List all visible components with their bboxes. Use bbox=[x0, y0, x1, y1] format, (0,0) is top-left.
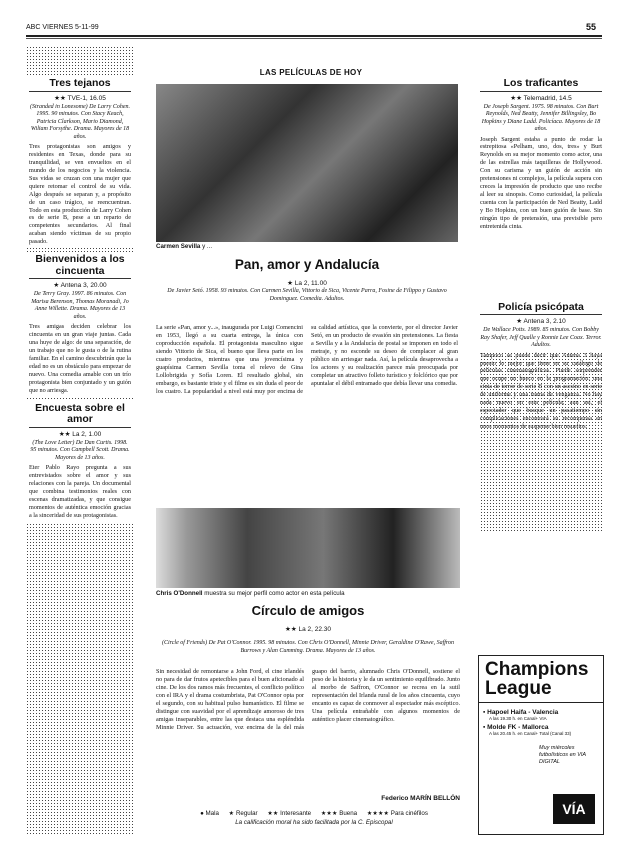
review-body: Eter Pablo Rayo pregunta a sus entrevistados sobre el amor y sus relaciones con la pareja. Un documental que combina testimonios reales con escenas dramatizadas, y que consigue momentos de auténtica emoción gracias a la sinceridad de sus protagonistas. bbox=[29, 464, 131, 519]
review-credits: (The Love Letter) De Dan Curtis. 1998. 95 minutos. Con Campbell Scott. Drama. Mayores de 13 años. bbox=[30, 439, 130, 461]
review-title: Los traficantes bbox=[480, 78, 602, 92]
review-title: Tres tejanos bbox=[29, 78, 131, 92]
review-title: Policía psicópata bbox=[480, 302, 602, 316]
review-credits: De Terry Gray. 1997. 86 minutos. Con Marisa Berenson, Thomas Moranadi, Jo Anne Willette. Drama. Mayores de 13 años. bbox=[31, 291, 129, 320]
page-number: 55 bbox=[585, 22, 596, 32]
caption-name: Carmen Sevilla bbox=[156, 243, 201, 250]
review-credits: De Joseph Sargent. 1975. 98 minutos. Con Burt Reynolds, Ned Beatty, Jennifer Billingsley, Bo Hopkins y Diane Ladd. Policíaca. Mayores de 18 años. bbox=[481, 103, 601, 133]
legend-item: ★★ Interesante bbox=[267, 810, 312, 817]
ad-match-info: A las 19.30 h. en Canal+ VIA bbox=[489, 716, 547, 721]
film-photo bbox=[156, 508, 460, 588]
byline: Federico MARÍN BELLÓN bbox=[381, 795, 460, 802]
rating-legend bbox=[156, 810, 472, 827]
header-rule bbox=[26, 35, 602, 37]
review-body: Joseph Sargent estaba a punto de rodar la estrepitosa «Pelham, uno, dos, tres» y Burt Reynolds en su mejor momento como actor, una de las estrellas más taquilleras de Hollywood. Con su carisma y un guión de acción sin pretensiones ni complejos, la película supera con creces la impresión de producto que uno recibe al leer su sinopsis. Como curiosidad, la película cuenta con la participación de Ned Beatty, Ladd y Bo Hopkins, con un buen guión de base. Sin ningún tipo de pretensión, una previsible pero entretenida cinta. bbox=[480, 135, 602, 230]
review-body: Tampoco se puede decir que Antena 3 haya puesto lo mejor que tiene en su catálogo de películas cinematográficas. Puede sorprender que ocupe un hueco en la programación: una cinta de terror de serie B con un asesino en serie de uniforme y una trama de venganza. No hay nada nuevo en esta película; aun así, el espectador que busque un pasatiempo sin complicaciones encontrará su recompensa en unos momentos de suspense bien resueltos. bbox=[480, 352, 602, 532]
legend-item: ★ Regular bbox=[228, 810, 258, 817]
via-digital-logo: VÍA bbox=[553, 794, 595, 824]
film-title: Pan, amor y Andalucía bbox=[234, 257, 380, 272]
film-review-body: Sin necesidad de remontarse a John Ford, el cine irlandés no para de dar frutos apetecibles para el buen aficionado al cine. De los dos ramos más frecuentes, el conflicto político con el IRA y el drama costumbrista, Pat O'Connor opta por el segundo, con su habitual pulso humanístico. El filme se distingue con suavidad por el aprendizaje amoroso de tres amigas inseparables, entre las que destaca una espléndida Minnie Driver. Su actuación, voz encima de la del más guapo del barrio, alumnado Chris O'Donnell, sostiene el peso de la historia y le da un sentimiento equilibrado. Junto al morbo de Saffron, O'Connor se recrea en la sutil representación del Irlanda rural de los años cincuenta, cuyo encanto es capaz de conmover al espectador más escéptico. Una película entrañable con algunos momentos de auténtico placer cinematográfico. bbox=[156, 668, 460, 731]
film-photo bbox=[156, 84, 458, 242]
ad-promo: Muy miércoles futbolísticos en VIA DIGITAL bbox=[539, 745, 586, 766]
caption-name: Chris O'Donnell bbox=[156, 590, 203, 597]
champions-league-ad[interactable] bbox=[478, 655, 604, 835]
film-credits: (Circle of Friends) De Pat O'Connor. 1995. 98 minutos. Con Chris O'Donnell, Minnie Driver, Geraldine O'Rawe, Saffron Burrows y Alan Cumming. Drama. Mayores de 13 años. bbox=[161, 640, 455, 654]
review-body: Tres protagonistas son amigos y residentes en Texas, donde para su tranquilidad, se ven envueltos en el mundo de los negocios y la violencia. Sus vidas se cruzan con una mujer que quiere retomar el control de su vida. Algo después se separan y, a propósito de un caso trágico, se reencuentran. Todo en esta producción de Larry Cohen es de serie B, pese a un reparto de competentes secundarios. Al final acaban siendo víctimas de su propio pasado. bbox=[29, 143, 131, 246]
section-title: LAS PELÍCULAS DE HOY bbox=[259, 68, 363, 77]
film-credits: De Javier Setó. 1958. 93 minutos. Con Carmen Sevilla, Vittorio de Sica, Vicente Parra, Fosine de Filippo y Gustavo Dominguez. Comedia. Adultos. bbox=[167, 288, 447, 302]
review-rating: ★★ Telemadrid, 14.5 bbox=[510, 94, 572, 102]
ad-title: Champions bbox=[485, 659, 589, 680]
review-credits: (Stranded in Lonesome) De Larry Cohen. 1995. 90 minutos. Con Stacy Keach, Patricia Clarkson, Mario Diamond, Wiliam Forsythe. Drama. Mayores de 18 años. bbox=[30, 103, 130, 140]
review-rating: ★★ TVE-1, 16.05 bbox=[54, 94, 106, 102]
review-rating: ★ Antena 3, 20.00 bbox=[53, 282, 107, 290]
ad-match: ▪ Hapoel Haifa - Valencia bbox=[483, 709, 559, 716]
page-header bbox=[26, 22, 596, 34]
photo-caption bbox=[156, 590, 460, 597]
right-column bbox=[480, 78, 602, 532]
film-title: Círculo de amigos bbox=[251, 603, 365, 618]
review-credits: De Wallace Potts. 1989. 85 minutos. Con Bobby Ray Shafer, Jeff Qualle y Ronnie Lee Coax. Terror. Adultos. bbox=[480, 327, 602, 349]
header-thin-rule bbox=[26, 38, 602, 42]
film-review-body: La serie «Pan, amor y...», inaugurada por Luigi Comencini en 1953, llegó a su cuarta entrega, la única con coproducción española. El protagonista masculino sigue siendo Vittorio de Sica, el bueno que lleva parte en los cuatro productos, mientras que una jovencísima y guapísima Carmen Sevilla toma el relevo de Gina Lollobrigida y Sofía Loren. El resultado global, sin embargo, es bastante triste y el filme es sin duda el peor de los cuatro. La popularidad a nivel está muy por encima de su calidad artística, que la convierte, por el director Javier Setó, en un producto de evasión sin pretensiones. La fiesta a Sevilla y a la Andalucía de postal se imponen en todo el metraje, y no esconde su deseo de complacer al gran público sin arriesgar nada. Así, la película desaprovecha a los actores y su realización parece más preocupada por completar un atractivo folleto turístico y folclórico que por apuntalar el débil entramado que debía llevar una comedia. bbox=[156, 324, 458, 395]
film-rating: ★ La 2, 11.00 bbox=[287, 280, 327, 287]
newspaper-date: ABC VIERNES 5-11-99 bbox=[26, 24, 99, 31]
review-rating: ★ Antena 3, 2.10 bbox=[516, 318, 566, 326]
legend-item: ● Mala bbox=[200, 810, 219, 817]
review-title: Bienvenidos a los cincuenta bbox=[29, 254, 131, 279]
left-column bbox=[26, 46, 134, 834]
caption-text: muestra su mejor perfil como actor en esta película bbox=[204, 590, 345, 597]
photo-caption bbox=[156, 243, 458, 250]
legend-item: ★★★ Buena bbox=[320, 810, 358, 817]
ad-match-info: A las 20.45 h. en Canal+ Total (Canal 33) bbox=[489, 731, 572, 736]
review-body: Tres amigas deciden celebrar los cincuenta en un gran viaje juntas. Cada una huye de algo: de una separación, de un trabajo que no le gusta o de la rutina familiar. En el camino descubrirán que la edad no es un obstáculo para empezar de nuevo. Una comedia amable con un trío protagonista bien conjuntado y un guión que no arriesga. bbox=[29, 323, 131, 394]
legend-note: La calificación moral ha sido facilitada por la C. Episcopal bbox=[235, 818, 393, 826]
ad-title: League bbox=[479, 679, 603, 703]
review-rating: ★★ La 2, 1.00 bbox=[58, 430, 102, 438]
film-rating: ★★ La 2, 22.30 bbox=[285, 626, 331, 633]
ad-match: ▪ Molde FK - Mallorca bbox=[483, 724, 549, 731]
legend-item: ★★★★ Para cinéfilos bbox=[366, 810, 428, 817]
caption-text: y ... bbox=[202, 243, 213, 250]
review-title: Encuesta sobre el amor bbox=[29, 403, 131, 428]
